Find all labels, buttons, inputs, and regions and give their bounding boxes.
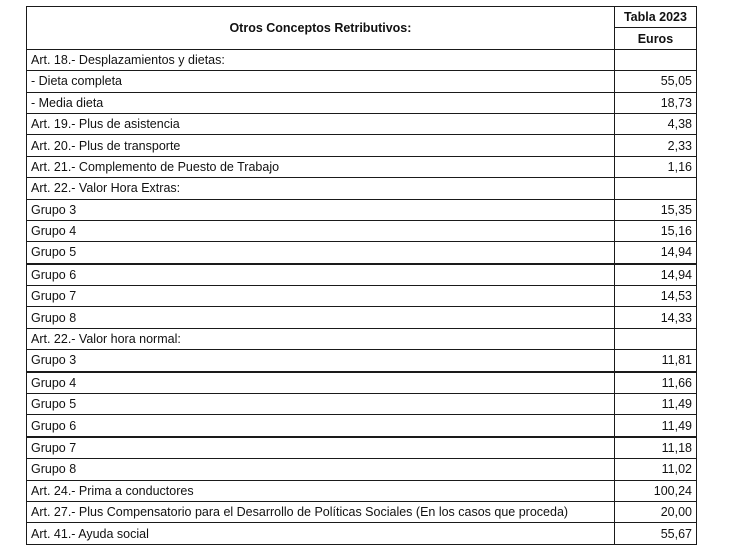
concept-cell: Grupo 7: [27, 437, 615, 459]
value-cell: 14,94: [614, 242, 696, 264]
value-cell: 11,49: [614, 415, 696, 437]
table-row: [27, 480, 697, 501]
concept-cell: Grupo 3: [27, 350, 615, 372]
concept-cell: Art. 19.- Plus de asistencia: [27, 113, 615, 134]
concept-cell: Grupo 7: [27, 286, 615, 307]
concept-cell: Grupo 5: [27, 394, 615, 415]
table-row: [27, 372, 697, 394]
concept-cell: Grupo 6: [27, 415, 615, 437]
concept-cell: - Dieta completa: [27, 71, 615, 92]
concept-header: Otros Conceptos Retributivos:: [27, 7, 615, 50]
unit-header: Euros: [614, 28, 696, 49]
year-header: Tabla 2023: [614, 7, 696, 28]
table-row: [27, 178, 697, 199]
concept-cell: Art. 41.- Ayuda social: [27, 523, 615, 544]
concept-cell: Grupo 4: [27, 220, 615, 241]
table-row: [27, 92, 697, 113]
value-cell: 2,33: [614, 135, 696, 156]
table-row: [27, 459, 697, 480]
value-cell: [614, 49, 696, 70]
table-row: [27, 307, 697, 328]
concept-cell: Grupo 8: [27, 459, 615, 480]
table-row: [27, 328, 697, 349]
table-row: [27, 415, 697, 437]
table-row: [27, 220, 697, 241]
value-cell: 55,05: [614, 71, 696, 92]
table-row: [27, 350, 697, 372]
table-row: [27, 264, 697, 286]
concept-cell: Art. 24.- Prima a conductores: [27, 480, 615, 501]
value-cell: 100,24: [614, 480, 696, 501]
table-row: [27, 135, 697, 156]
value-cell: 11,66: [614, 372, 696, 394]
table-row: [27, 286, 697, 307]
table-row: [27, 113, 697, 134]
table-row: [27, 523, 697, 544]
value-cell: 20,00: [614, 501, 696, 522]
value-cell: 18,73: [614, 92, 696, 113]
value-cell: 15,16: [614, 220, 696, 241]
table-body: [27, 49, 697, 544]
value-cell: 55,67: [614, 523, 696, 544]
concept-cell: Art. 21.- Complemento de Puesto de Trabajo: [27, 156, 615, 177]
concept-cell: Grupo 8: [27, 307, 615, 328]
concept-cell: Art. 18.- Desplazamientos y dietas:: [27, 49, 615, 70]
retributive-concepts-table: [26, 6, 697, 545]
concept-cell: Art. 20.- Plus de transporte: [27, 135, 615, 156]
concept-cell: Grupo 4: [27, 372, 615, 394]
concept-cell: Art. 27.- Plus Compensatorio para el Desarrollo de Políticas Sociales (En los casos que proceda): [27, 501, 615, 522]
concept-cell: Art. 22.- Valor hora normal:: [27, 328, 615, 349]
table-row: [27, 242, 697, 264]
value-cell: 11,49: [614, 394, 696, 415]
table-row: [27, 199, 697, 220]
value-cell: 14,33: [614, 307, 696, 328]
concept-cell: Grupo 6: [27, 264, 615, 286]
table-row: [27, 394, 697, 415]
concept-cell: Grupo 3: [27, 199, 615, 220]
value-cell: 4,38: [614, 113, 696, 134]
value-cell: 14,53: [614, 286, 696, 307]
concept-cell: Art. 22.- Valor Hora Extras:: [27, 178, 615, 199]
value-cell: [614, 328, 696, 349]
value-cell: 11,02: [614, 459, 696, 480]
concept-cell: Grupo 5: [27, 242, 615, 264]
table-header-row: [27, 7, 697, 28]
table-row: [27, 49, 697, 70]
value-cell: 1,16: [614, 156, 696, 177]
table-row: [27, 156, 697, 177]
value-cell: 14,94: [614, 264, 696, 286]
value-cell: 15,35: [614, 199, 696, 220]
table-row: [27, 501, 697, 522]
table-row: [27, 71, 697, 92]
table-row: [27, 437, 697, 459]
value-cell: [614, 178, 696, 199]
value-cell: 11,81: [614, 350, 696, 372]
concept-cell: - Media dieta: [27, 92, 615, 113]
value-cell: 11,18: [614, 437, 696, 459]
